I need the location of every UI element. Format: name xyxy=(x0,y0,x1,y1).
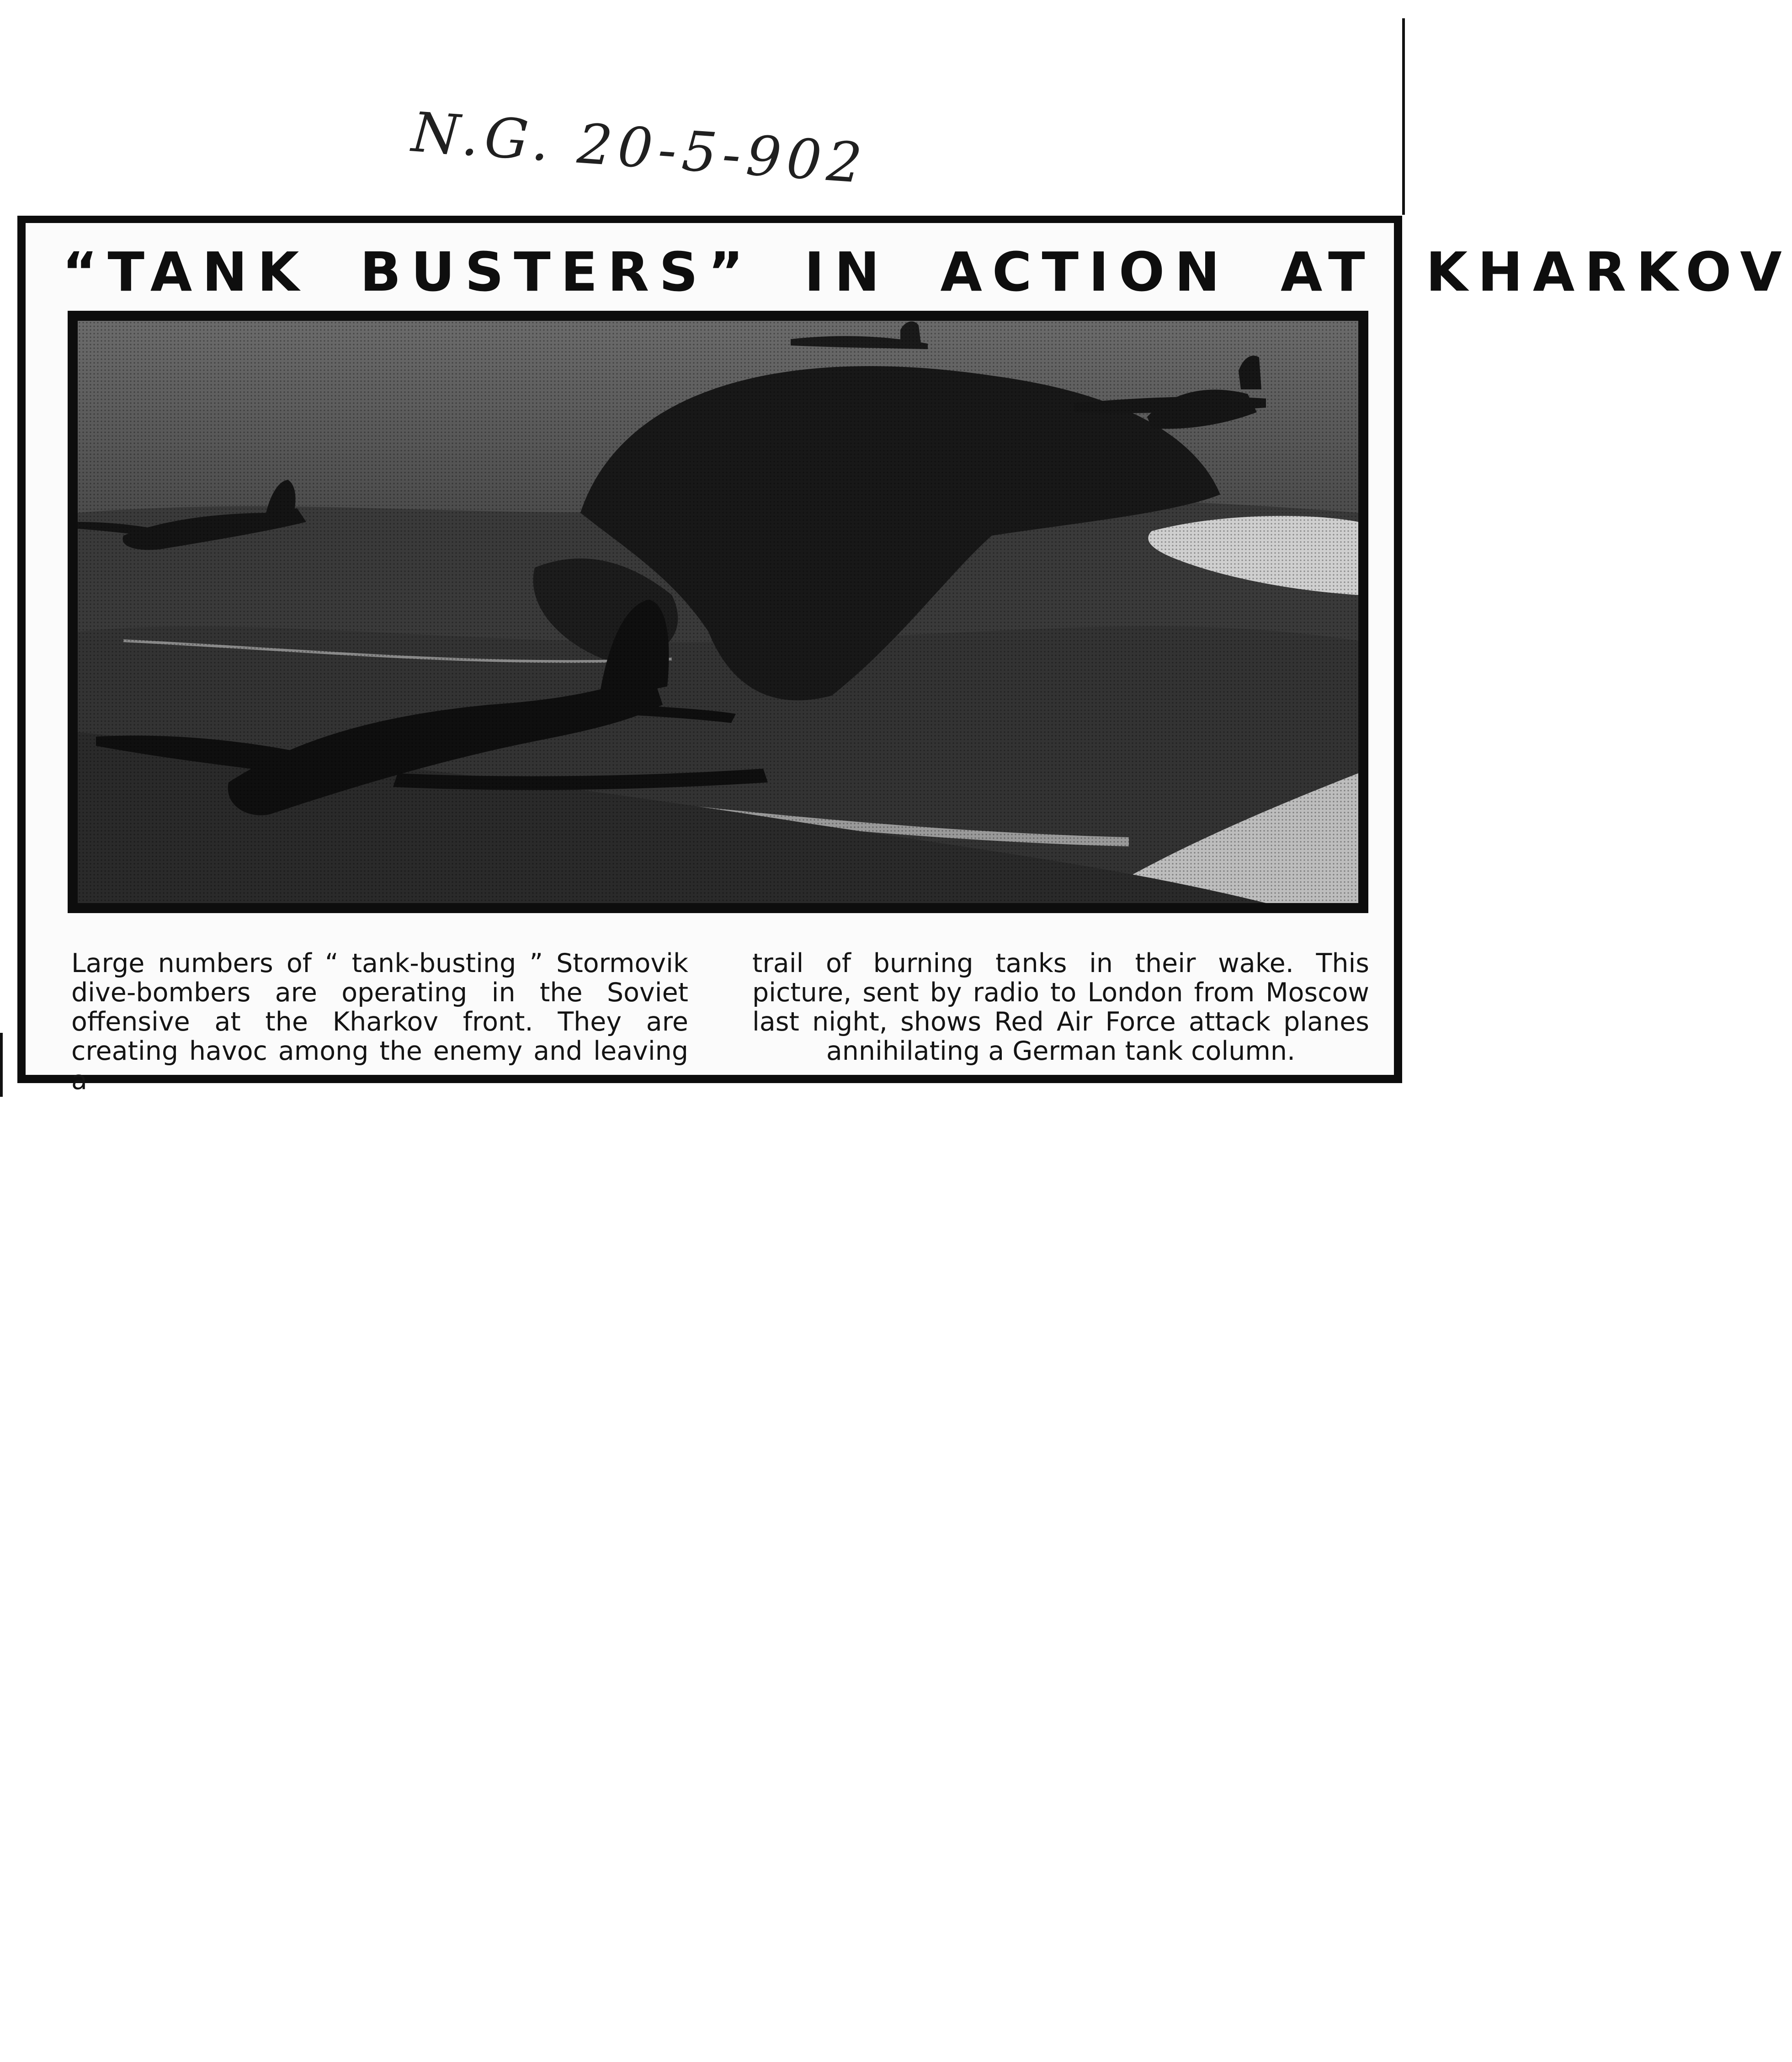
left-edge-mark xyxy=(0,1033,3,1097)
aircraft-over-landscape-photo-icon xyxy=(78,321,1358,903)
handwritten-date: N.G. 20-5-902 xyxy=(409,101,870,196)
caption-right-column: trail of burning tanks in their wake. This picture, sent by radio to London from Moscow last night, shows Red Air Force attack planes annihilating a German tank column. xyxy=(752,948,1369,1066)
right-edge-mark xyxy=(1402,18,1405,215)
newspaper-clipping xyxy=(17,216,1792,1095)
caption-left-column: Large numbers of “ tank-busting ” Stormovik dive-bombers are operating in the Soviet offensive at the Kharkov front. They are creating havoc among the enemy and leaving a xyxy=(71,948,688,1095)
headline: “TANK BUSTERS” IN ACTION AT KHARKOV xyxy=(62,240,1792,303)
photo xyxy=(68,311,1368,913)
